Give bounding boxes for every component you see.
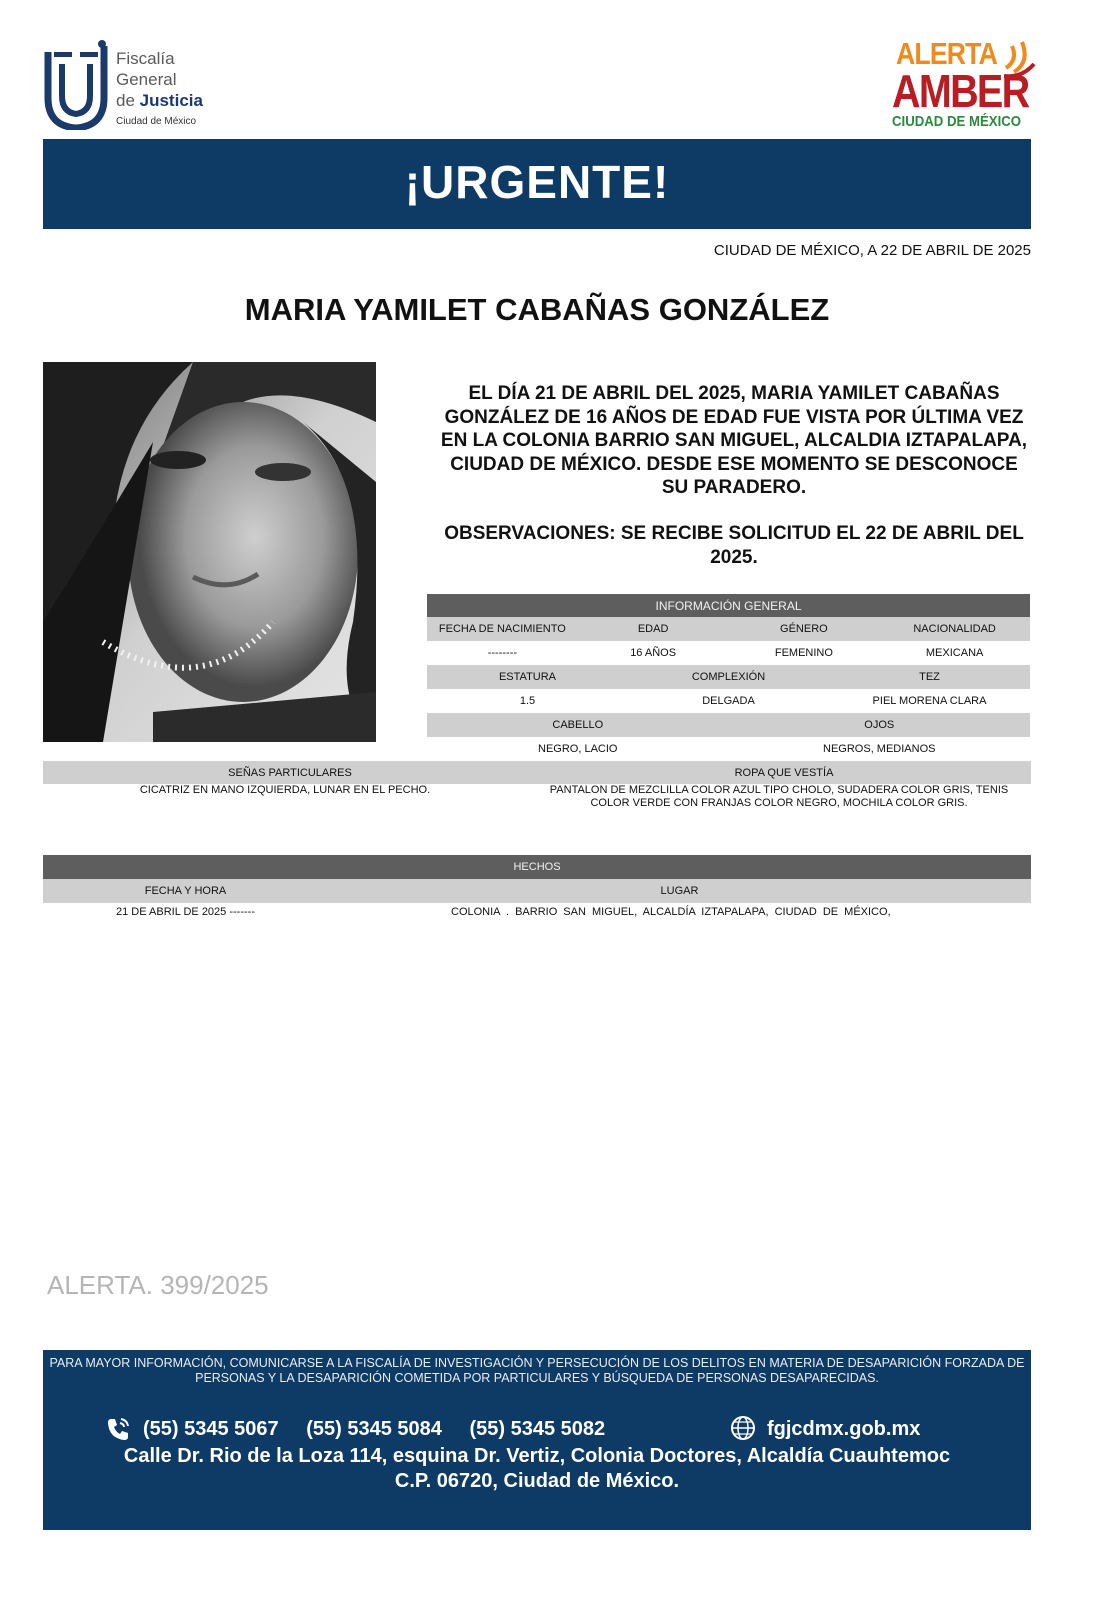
hechos-title: HECHOS <box>513 861 561 873</box>
address-line1: Calle Dr. Rio de la Loza 114, esquina Dr. Vertiz, Colonia Doctores, Alcaldía Cuauhtemoc <box>123 1445 951 1467</box>
table-row <box>43 761 1031 784</box>
urgent-banner: ¡URGENTE! <box>43 139 1031 229</box>
table-row <box>427 689 1030 713</box>
amber-line1: ALERTA <box>896 36 997 71</box>
table-row <box>43 879 1031 903</box>
header-place: LUGAR <box>660 885 699 897</box>
value-hair: NEGRO, LACIO <box>538 743 618 755</box>
info-general-title: INFORMACIÓN GENERAL <box>655 598 802 613</box>
amber-line2: AMBER <box>892 65 1029 117</box>
table-row <box>43 784 1031 816</box>
header-complexion: TEZ <box>919 671 940 683</box>
header-birthdate: FECHA DE NACIMIENTO <box>438 623 566 635</box>
header-date-time: FECHA Y HORA <box>144 885 227 897</box>
hechos-table <box>43 855 1031 925</box>
address-line2: C.P. 06720, Ciudad de México. <box>394 1470 680 1492</box>
alerta-amber-logo <box>890 36 1040 136</box>
value-place: COLONIA . BARRIO SAN MIGUEL, ALCALDÍA IZTAPALAPA, CIUDAD DE MÉXICO, <box>451 906 891 918</box>
info-general-title-row <box>427 594 1030 617</box>
header-gender: GÉNERO <box>780 623 828 635</box>
portrait-image <box>43 362 376 742</box>
fgj-name-line1: Fiscalía <box>116 49 175 68</box>
header-height: ESTATURA <box>498 671 557 683</box>
header-distinguishing-marks: SEÑAS PARTICULARES <box>228 766 352 779</box>
phone-number[interactable]: (55) 5345 5067 <box>143 1418 279 1440</box>
info-general-table <box>427 594 1030 762</box>
value-eyes: NEGROS, MEDIANOS <box>823 743 936 755</box>
header-hair: CABELLO <box>552 719 604 731</box>
observations-text: OBSERVACIONES: SE RECIBE SOLICITUD EL 22 DE ABRIL DEL 2025. <box>444 523 1024 568</box>
fgj-name-line4: Ciudad de México <box>116 116 197 127</box>
header-eyes: OJOS <box>864 719 895 731</box>
table-row <box>427 713 1030 737</box>
fgj-name-line2: General <box>116 70 177 89</box>
phone-icon <box>105 1416 131 1442</box>
table-row <box>427 665 1030 689</box>
header-nationality: NACIONALIDAD <box>913 623 996 635</box>
globe-icon <box>729 1414 757 1442</box>
value-nationality: MEXICANA <box>925 647 984 659</box>
fgj-logo <box>44 40 244 132</box>
header-clothing: ROPA QUE VESTÍA <box>734 766 834 779</box>
footer-address <box>43 1444 1031 1494</box>
person-name: MARIA YAMILET CABAÑAS GONZÁLEZ <box>244 292 830 327</box>
value-gender: FEMENINO <box>774 647 833 659</box>
phone-number[interactable]: (55) 5345 5084 <box>306 1418 442 1440</box>
fgj-name-line3-prefix: de <box>116 91 140 110</box>
table-row <box>43 903 1031 921</box>
phone-number[interactable]: (55) 5345 5082 <box>469 1418 606 1440</box>
contact-footer <box>43 1350 1031 1530</box>
fgj-emblem-icon <box>44 40 108 130</box>
footer-website[interactable]: fgjcdmx.gob.mx <box>767 1418 921 1440</box>
value-distinguishing-marks: CICATRIZ EN MANO IZQUIERDA, LUNAR EN EL PECHO. <box>139 784 431 796</box>
value-complexion: PIEL MORENA CLARA <box>872 695 987 707</box>
table-row <box>427 737 1030 761</box>
features-table <box>43 761 1031 821</box>
value-height: 1.5 <box>519 695 536 707</box>
alert-number: ALERTA. 399/2025 <box>47 1270 269 1300</box>
table-row <box>427 617 1030 641</box>
header-age: EDAD <box>637 623 669 635</box>
narrative-text: EL DÍA 21 DE ABRIL DEL 2025, MARIA YAMILET CABAÑAS GONZÁLEZ DE 16 AÑOS DE EDAD FUE VISTA POR ÚLTIMA VEZ EN LA COLONIA BARRIO SAN MIGUEL, ALCALDIA IZTAPALAPA, CIUDAD DE MÉXICO. DESDE ESE MOMENTO SE DESCONOCE SU PARADERO. <box>440 383 1028 498</box>
person-photo <box>43 362 376 742</box>
value-date-time: 21 DE ABRIL DE 2025 ------- <box>116 906 255 918</box>
footer-info-text: PARA MAYOR INFORMACIÓN, COMUNICARSE A LA FISCALÍA DE INVESTIGACIÓN Y PERSECUCIÓN DE LOS DELITOS EN MATERIA DE DESAPARICIÓN FORZADA DE PERSONAS Y LA DESAPARICIÓN COMETIDA POR PARTICULARES Y BÚSQUEDA DE PERSONAS DESAPARECIDAS. <box>49 1356 1025 1385</box>
date-line: CIUDAD DE MÉXICO, A 22 DE ABRIL DE 2025 <box>713 242 1031 259</box>
value-birthdate: -------- <box>487 647 518 659</box>
amber-line3: CIUDAD DE MÉXICO <box>892 113 1022 130</box>
value-clothing: PANTALON DE MEZCLILLA COLOR AZUL TIPO CHOLO, SUDADERA COLOR GRIS, TENIS COLOR VERDE CON FRANJAS COLOR NEGRO, MOCHILA COLOR GRIS. <box>549 784 1009 809</box>
footer-phones <box>143 1418 627 1441</box>
table-row <box>427 641 1030 665</box>
value-age: 16 AÑOS <box>630 647 677 659</box>
value-build: DELGADA <box>702 695 755 707</box>
hechos-title-row <box>43 855 1031 879</box>
header-build: COMPLEXIÓN <box>691 671 766 683</box>
fgj-name-line3-bold: Justicia <box>139 91 203 110</box>
